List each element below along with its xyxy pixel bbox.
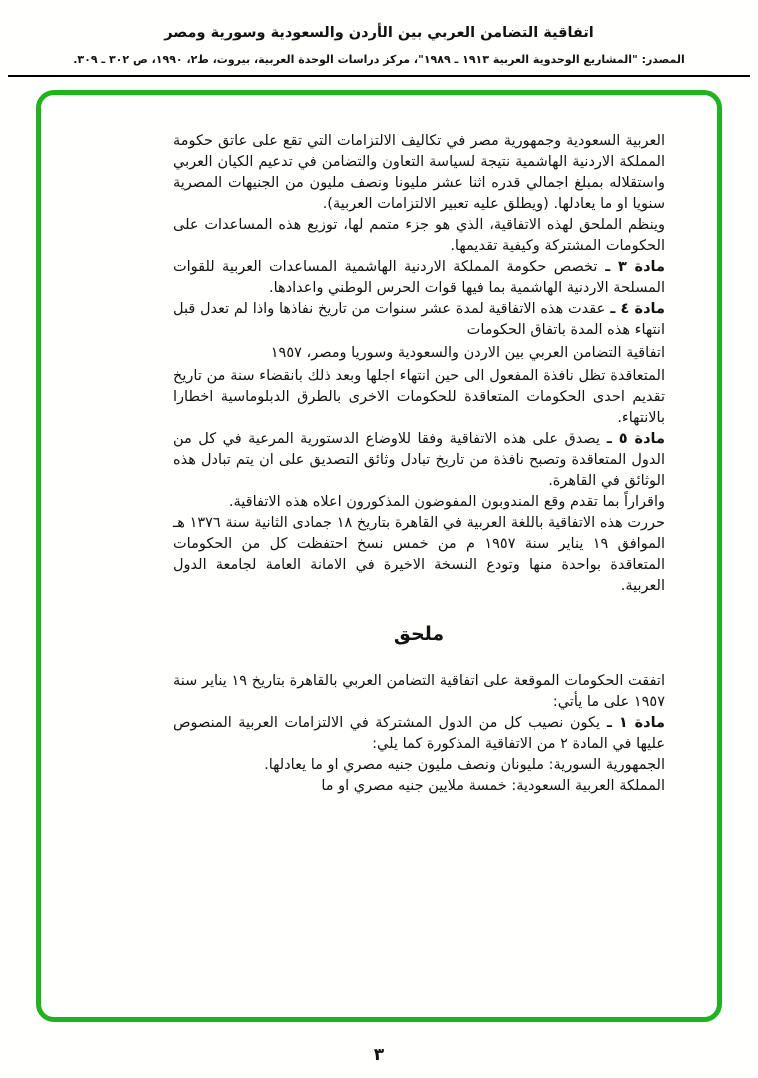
annex-article-1-label: مادة ١ ـ: [600, 715, 665, 731]
article-4-text: عقدت هذه الاتفاقية لمدة عشر سنوات من تاريخ نفاذها واذا لم تعدل قبل انتهاء هذه المدة باتفاق الحكومات: [173, 301, 665, 338]
paragraph-article-3: [173, 257, 665, 299]
paragraph-execution: حررت هذه الاتفاقية باللغة العربية في القاهرة بتاريخ ١٨ جمادى الثانية سنة ١٣٧٦ هـ الموافق ١٩ يناير سنة ١٩٥٧ م من خمس نسخ احتفظت كل من الحكومات المتعاقدة بواحدة منها وتودع النسخة الاخيرة في الامانة العامة لجامعة الدول العربية.: [173, 515, 666, 594]
paragraph-annex-reference: وينظم الملحق لهذه الاتفاقية، الذي هو جزء متمم لها، توزيع هذه المساعدات على الحكومات المشتركة وكيفية تقديمها.: [173, 217, 665, 254]
paragraph-annex-article-1: [173, 713, 665, 755]
article-3-text: تخصص حكومة المملكة الاردنية الهاشمية المساعدات العربية للقوات المسلحة الاردنية الهاشمية بما فيها قوات الحرس الوطني واعدادها.: [173, 259, 665, 296]
paragraph-attestation: واقراراً بما تقدم وقع المندوبون المفوضون المذكورون اعلاه هذه الاتفاقية.: [228, 494, 665, 510]
article-3-label: مادة ٣ ـ: [597, 259, 665, 275]
annex-article-1-text: يكون نصيب كل من الدول المشتركة في الالتزامات العربية المنصوص عليها في المادة ٢ من الاتفاقية المذكورة كما يلي:: [173, 715, 665, 752]
running-title-note: اتفاقية التضامن العربي بين الاردن والسعودية وسوريا ومصر، ١٩٥٧: [270, 345, 665, 361]
page-number: ٣: [373, 1045, 385, 1065]
source-citation: المصدر: "المشاريع الوحدوية العربية ١٩١٣ ـ ١٩٨٩"، مركز دراسات الوحدة العربية، بيروت، ط٢، ١٩٩٠، ص ٣٠٢ ـ ٣٠٩.: [73, 53, 685, 66]
article-4-label: مادة ٤ ـ: [605, 301, 665, 317]
header-divider: [8, 75, 750, 77]
document-title: اتفاقية التضامن العربي بين الأردن والسعودية وسورية ومصر: [164, 25, 594, 41]
article-5-text: يصدق على هذه الاتفاقية وفقا للاوضاع الدستورية المرعية في كل من الدول المتعاقدة وتصبح نافذة من تاريخ تبادل وثائق التصديق على ان يتم تبادل هذه الوثائق في القاهرة.: [173, 431, 665, 489]
paragraph-saudi-share: المملكة العربية السعودية: خمسة ملايين جنيه مصري او ما: [321, 778, 665, 794]
paragraph-syria-share: الجمهورية السورية: مليونان ونصف مليون جنيه مصري او ما يعادلها.: [264, 757, 665, 773]
paragraph-article-4: [173, 299, 665, 341]
paragraph-annex-intro: اتفقت الحكومات الموقعة على اتفاقية التضامن العربي بالقاهرة بتاريخ ١٩ يناير سنة ١٩٥٧ على ما يأتي:: [173, 673, 665, 710]
article-5-label: مادة ٥ ـ: [600, 431, 665, 447]
paragraph-article-4-continuation: المتعاقدة تظل نافذة المفعول الى حين انتهاء اجلها وبعد ذلك بانقضاء سنة من تاريخ تقديم احدى الحكومات المتعاقدة للحكومات الاخرى بالطرق الدبلوماسية اخطارا بالانتهاء.: [173, 368, 665, 426]
paragraph-article-5: [173, 429, 665, 492]
annex-heading: ملحق: [393, 623, 445, 645]
paragraph-obligations: العربية السعودية وجمهورية مصر في تكاليف الالتزامات التي تقع على عاتق حكومة المملكة الاردنية الهاشمية نتيجة لسياسة التعاون والتضامن في تدعيم الكيان العربي واستقلاله بمبلغ اجمالي قدره اثنا عشر مليونا ونصف مليون من الجنيهات المصرية سنويا او ما يعادلها. (ويطلق عليه تعبير الالتزامات العربية).: [173, 133, 665, 212]
document-body: [173, 131, 665, 797]
